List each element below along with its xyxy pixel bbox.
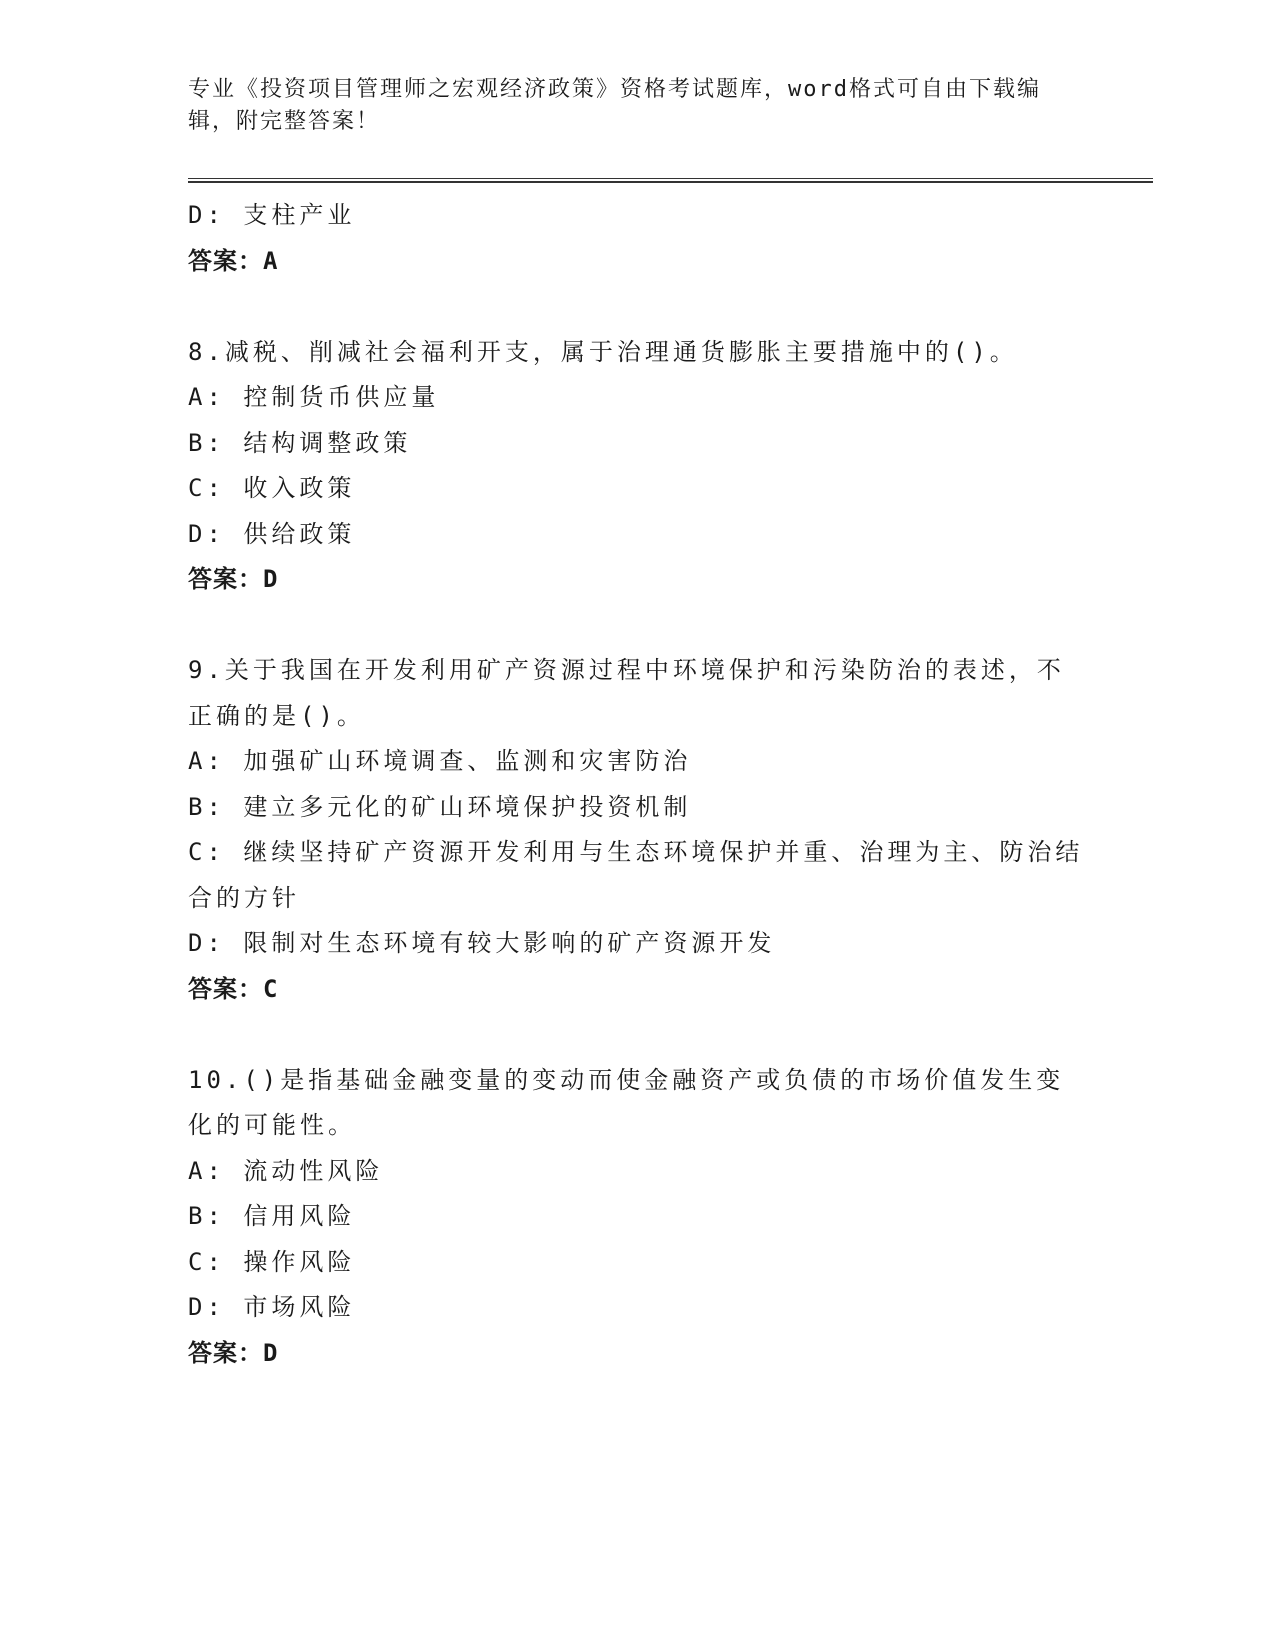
spacer	[188, 1012, 1088, 1058]
document-header: 专业《投资项目管理师之宏观经济政策》资格考试题库，word格式可自由下载编辑，附完整答案！	[188, 77, 1041, 134]
option-d: D: 限制对生态环境有较大影响的矿产资源开发	[188, 929, 776, 957]
question-block	[188, 193, 1088, 284]
option-a: A: 流动性风险	[188, 1156, 384, 1185]
option-b: B: 信用风险	[188, 1202, 356, 1230]
option-a: A: 控制货币供应量	[188, 383, 440, 411]
question-text: 8.减税、削减社会福利开支，属于治理通货膨胀主要措施中的()。	[188, 337, 1018, 366]
spacer	[188, 284, 1088, 330]
question-block	[188, 330, 1088, 603]
option-a: A: 加强矿山环境调查、监测和灾害防治	[188, 747, 692, 775]
option-c: C: 操作风险	[188, 1247, 356, 1276]
option-b: B: 结构调整政策	[188, 428, 412, 457]
question-block	[188, 648, 1088, 1012]
option-b: B: 建立多元化的矿山环境保护投资机制	[188, 792, 692, 821]
option-d: D: 支柱产业	[188, 201, 356, 229]
header-divider	[188, 178, 1153, 183]
question-text: 10.()是指基础金融变量的变动而使金融资产或负债的市场价值发生变化的可能性。	[188, 1065, 1065, 1139]
question-text: 9.关于我国在开发利用矿产资源过程中环境保护和污染防治的表述，不正确的是()。	[188, 656, 1065, 730]
answer-line: 答案：D	[188, 1338, 279, 1367]
answer-line: 答案：C	[188, 974, 279, 1003]
spacer	[188, 603, 1088, 649]
question-block	[188, 1058, 1088, 1377]
option-d: D: 市场风险	[188, 1293, 356, 1321]
answer-line: 答案：D	[188, 565, 279, 593]
document-body	[188, 193, 1088, 1376]
option-c: C: 收入政策	[188, 474, 356, 502]
option-c: C: 继续坚持矿产资源开发利用与生态环境保护并重、治理为主、防治结合的方针	[188, 838, 1084, 912]
option-d: D: 供给政策	[188, 519, 356, 548]
answer-line: 答案：A	[188, 246, 279, 275]
